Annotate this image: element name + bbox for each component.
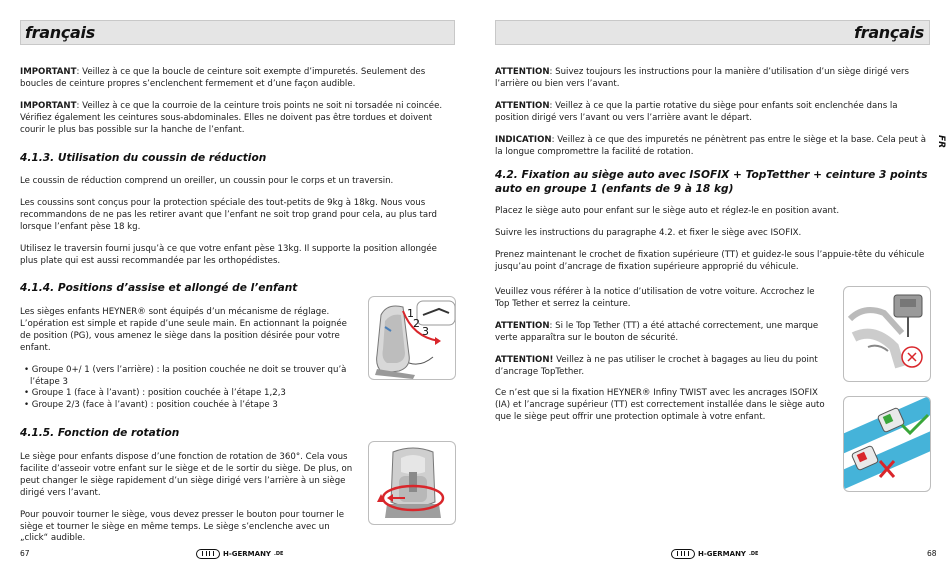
section-4-1-5-body (20, 452, 355, 545)
paragraph: Utilisez le traversin fourni jusqu’à ce que votre enfant pèse 13kg. Il supporte la position allongée plus plate qui est aussi recommandée par les orthopédistes. (20, 243, 437, 266)
brand-name: H-GERMANY (223, 550, 271, 558)
paragraph: Le coussin de réduction comprend un oreiller, un coussin pour le corps et un traversin. (20, 176, 394, 186)
section-4-1-4 (20, 281, 456, 295)
list-item: • Groupe 1 (face à l’avant) : position couchée à l’étape 1,2,3 (24, 388, 286, 399)
attention-direction: ATTENTION: Suivez toujours les instructions pour la manière d’utilisation d’un siège dirigé vers l’arrière ou bien vers l’avant. (495, 67, 910, 89)
attention-top-tether: ATTENTION: Si le Top Tether (TT) a été attaché correctement, une marque verte apparaîtra sur le bouton de sécurité. (495, 320, 819, 343)
seat-rotation-icon (369, 442, 456, 525)
paragraph: Prenez maintenant le crochet de fixation supérieure (TT) et guidez-le sous l’appuie-tête du véhicule jusqu’au point d’ancrage de fixation supérieure approprié du véhicule. (495, 249, 925, 272)
important-notes (20, 67, 456, 137)
section-heading-4-1-3: 4.1.3. Utilisation du coussin de réduction (20, 152, 267, 164)
header-bar (495, 20, 930, 45)
section-4-1-5 (20, 426, 456, 440)
paragraph: Placez le siège auto pour enfant sur le siège auto et réglez-le en position avant. (495, 206, 840, 216)
brand-logo (196, 549, 283, 559)
paragraph: Ce n’est que si la fixation HEYNER® Infiny TWIST avec les ancrages ISOFIX (IA) et l’ancrage supérieur (TT) est correctement installée dans le siège auto que le siège peut offrir une protection optimale à votre enfant. (495, 388, 825, 423)
page-number: 68 (927, 549, 937, 558)
top-tether-hook-icon (844, 287, 931, 382)
section-heading-4-1-4: 4.1.4. Positions d’assise et allongé de l’enfant (20, 282, 298, 294)
seat-recline-icon (369, 297, 456, 380)
svg-text:1: 1 (407, 307, 414, 320)
indication-impurities: INDICATION: Veillez à ce que des impuretés ne pénètrent pas entre le siège et la base. Cela peut à la longue compromettre la facilité de rotation. (495, 134, 927, 157)
brand-name: H-GERMANY (698, 550, 746, 558)
paragraph: Le siège pour enfants dispose d’une fonction de rotation de 360°. Cela vous facilite d’asseoir votre enfant sur le siège et de le sortir du siège. De plus, on peut changer le siège rapidement d’un siège dirigé vers l’arrière à un siège dirigé vers l’avant. (20, 452, 353, 498)
section-4-1-4-body (20, 307, 355, 412)
list-item: • Groupe 2/3 (face à l’avant) : position couchée à l’étape 3 (24, 400, 278, 411)
brand-logo (671, 549, 758, 559)
tether-indicator-illustration (843, 396, 931, 492)
language-header: français (25, 23, 95, 42)
svg-text:2: 2 (413, 317, 420, 330)
paragraph: Les coussins sont conçus pour la protection spéciale des tout-petits de 9kg à 18kg. Nous vous recommandons de ne pas les retirer avant que l’enfant ne soit trop grand pour cela, au plus tard lorsque l’enfant pèse 18 kg. (20, 197, 437, 232)
page-number: 67 (20, 549, 30, 558)
important-buckle: IMPORTANT: Veillez à ce que la boucle de ceinture soit exempte d’impuretés. Seulement des boucles de ceinture propres s’enclenchent fermement et d’une façon audible. (20, 67, 426, 89)
group-position-list (20, 365, 355, 413)
tether-indicator-icon (844, 397, 931, 492)
section-4-1-3 (20, 151, 456, 267)
section-4-2-tether (495, 287, 830, 424)
paragraph: Veuillez vous référer à la notice d’utilisation de votre voiture. Accrochez le Top Tether et serrez la ceinture. (495, 287, 815, 309)
attention-luggage-hook: ATTENTION! Veillez à ne pas utiliser le crochet à bagages au lieu du point d’ancrage TopTether. (495, 354, 818, 377)
paragraph: Les sièges enfants HEYNER® sont équipés d’un mécanisme de réglage. L’opération est simple et rapide d’une seule main. En actionnant la poignée de position (PG), vous amenez le siège dans la position désirée pour votre enfant. (20, 307, 347, 353)
section-4-2 (495, 168, 931, 274)
brand-logo-icon (671, 549, 695, 559)
seat-rotation-illustration (368, 441, 456, 525)
header-bar (20, 20, 455, 45)
list-item: • Groupe 0+/ 1 (vers l’arrière) : la position couchée ne doit se trouver qu’à l’étape 3 (24, 364, 347, 387)
language-header: français (854, 23, 924, 42)
brand-suffix: .DE (274, 551, 284, 557)
svg-text:3: 3 (422, 325, 429, 338)
paragraph: Suivre les instructions du paragraphe 4.2. et fixer le siège avec ISOFIX. (495, 227, 802, 238)
brand-logo-icon (196, 549, 220, 559)
language-side-tab: FR (936, 135, 946, 149)
page-68 (475, 0, 950, 578)
attention-notes (495, 67, 931, 158)
brand-suffix: .DE (749, 551, 759, 557)
paragraph: Pour pouvoir tourner le siège, vous devez presser le bouton pour tourner le siège et tourner le siège en même temps. Le siège s’enclenche avec un „click“ audible. (20, 509, 345, 544)
seat-recline-illustration (368, 296, 456, 380)
top-tether-hook-illustration (843, 286, 931, 382)
section-heading-4-2: 4.2. Fixation au siège auto avec ISOFIX + TopTetther + ceinture 3 points auto en groupe 1 (enfants de 9 à 18 kg) (495, 169, 928, 195)
important-belt: IMPORTANT: Veillez à ce que la courroie de la ceinture trois points ne soit ni torsadée ni coincée. Vérifiez également les ceintures sous-abdominales. Elles ne doivent pas être tordues et doivent courir le plus bas possible sur la hanche de l’enfant. (20, 100, 443, 135)
section-heading-4-1-5: 4.1.5. Fonction de rotation (20, 427, 180, 439)
attention-rotation-lock: ATTENTION: Veillez à ce que la partie rotative du siège pour enfants soit enclenchée dans la position dirigé vers l’avant ou vers l’arrière avant le départ. (495, 100, 898, 123)
